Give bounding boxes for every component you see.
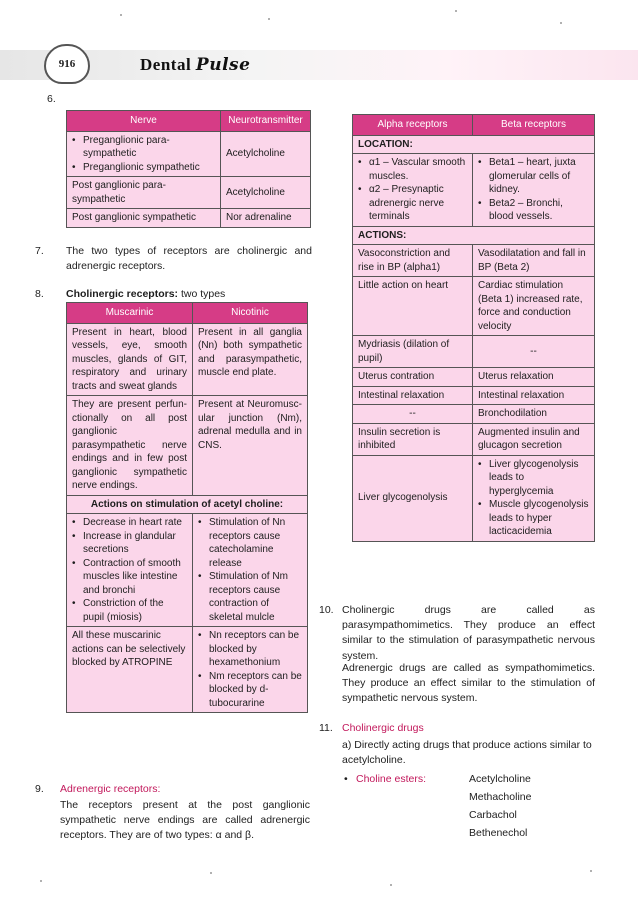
acetylcholine-actions-header: Actions on stimulation of acetyl choline: [67, 495, 308, 514]
page-number-badge [44, 44, 90, 84]
muscarinic-action-4: • Constriction of the pupil (miosis) [72, 597, 187, 624]
drug-methacholine: Methacholine [469, 791, 532, 803]
nicotinic-header: Nicotinic [193, 303, 308, 324]
nicotinic-actions-cell [193, 514, 308, 627]
alpha-header: Alpha receptors [353, 115, 473, 136]
nicotinic-endings: Present at Neuromusc-ular junction (Nm), adrenal medulla and in CNS. [193, 396, 308, 496]
choline-esters-label: • Choline esters: [344, 770, 469, 788]
item-11-title: Cholinergic drugs [342, 722, 424, 734]
action-beta-uterus: Uterus relaxation [473, 368, 595, 387]
action-beta-bronchodilation: Bronchodilation [473, 405, 595, 424]
preganglionic-symp-item: • Preganglionic sympathetic [72, 161, 215, 175]
nerve-header: Nerve [67, 111, 221, 132]
nicotinic-action-2: • Stimulation of Nm receptors cause contraction of skeletal mulcle [198, 570, 302, 624]
item-10-number: 10. [319, 604, 334, 616]
action-alpha-glycogenolysis: Liver glycogenolysis [353, 455, 473, 541]
nerve-neurotransmitter-table [66, 110, 311, 228]
scan-speck [268, 18, 270, 20]
postganglionic-para-nt: Acetylcholine [221, 177, 311, 209]
muscarinic-header: Muscarinic [67, 303, 193, 324]
actions-label: ACTIONS: [353, 226, 595, 245]
item-10-para-2: Adrenergic drugs are called as sympathomimetics. They produce an effect similar to the stimulation of sympathetic nervous system. [342, 662, 595, 705]
scan-speck [210, 872, 212, 874]
alpha-locations-cell [353, 154, 473, 227]
action-beta-cardiac: Cardiac stimulation (Beta 1) increased rate, force and conduction velocity [473, 277, 595, 336]
action-alpha-uterus: Uterus contration [353, 368, 473, 387]
alpha1-location: • α1 – Vascular smooth muscles. [358, 156, 467, 183]
item-8-title-suffix: two types [178, 288, 226, 300]
beta2-location: • Beta2 – Bronchi, blood vessels. [478, 197, 589, 224]
preganglionic-nt: Acetylcholine [221, 131, 311, 177]
drug-row [344, 824, 604, 842]
preganglionic-cell [67, 131, 221, 177]
item-9-title: Adrenergic receptors: [60, 783, 161, 795]
action-beta-intestine: Intestinal relaxation [473, 386, 595, 405]
scan-speck [40, 880, 42, 882]
cholinergic-receptor-table [66, 302, 308, 713]
muscarinic-action-3: • Contraction of smooth muscles like intestine and bronchi [72, 557, 187, 598]
action-alpha-bronchi-none: -- [353, 405, 473, 424]
item-7-text: The two types of receptors are cholinergic and adrenergic receptors. [66, 245, 312, 273]
drug-acetylcholine: Acetylcholine [469, 773, 531, 785]
muscarinic-location: Present in heart, blood vessels, eye, smooth muscles, glands of GIT, respiratory and urinary tracts and sweat glands [67, 323, 193, 396]
scan-speck [560, 22, 562, 24]
action-alpha-vasoconstriction: Vasoconstriction and rise in BP (alpha1) [353, 245, 473, 277]
action-beta-vasodilatation: Vasodilatation and fall in BP (Beta 2) [473, 245, 595, 277]
item-9-text: The receptors present at the post ganglionic sympathetic nerve endings are called adrenergic receptors. They are of two types: α and β. [60, 799, 310, 842]
action-beta-glycogenolysis-cell [473, 455, 595, 541]
item-11-sub-a: a) Directly acting drugs that produce actions similar to acetylcholine. [342, 739, 592, 767]
item-8-number: 8. [35, 288, 44, 300]
item-8-title: Cholinergic receptors: [66, 288, 179, 300]
brand-main: Dental [140, 55, 192, 74]
preganglionic-para-item: • Preganglionic para-sympathetic [72, 134, 215, 161]
postganglionic-symp-cell: Post ganglionic sympathetic [67, 209, 221, 228]
drug-row [344, 770, 604, 788]
nicotinic-block-cell [193, 627, 308, 713]
adrenergic-receptor-table [352, 114, 595, 542]
page-number: 916 [58, 57, 76, 70]
action-alpha-mydriasis: Mydriasis (dilation of pupil) [353, 336, 473, 368]
scan-speck [590, 870, 592, 872]
brand-script: Pulse [195, 55, 251, 75]
location-label: LOCATION: [353, 135, 595, 154]
choline-esters-list [344, 770, 604, 842]
alpha2-location: • α2 – Presynaptic adrenergic nerve terminals [358, 183, 467, 224]
atropine-block-cell: All these muscarinic actions can be selectively blocked by ATROPINE [67, 627, 193, 713]
drug-carbachol: Carbachol [469, 809, 517, 821]
action-alpha-insulin: Insulin secretion is inhibited [353, 423, 473, 455]
nn-block-item: • Nn receptors can be blocked by hexamethonium [198, 629, 302, 670]
action-alpha-heart: Little action on heart [353, 277, 473, 336]
muscarinic-actions-cell [67, 514, 193, 627]
beta-header: Beta receptors [473, 115, 595, 136]
postganglionic-symp-nt: Nor adrenaline [221, 209, 311, 228]
scan-speck [455, 10, 457, 12]
drug-row [344, 806, 604, 824]
nm-block-item: • Nm receptors can be blocked by d-tubocurarine [198, 670, 302, 711]
action-beta-mydriasis-none: -- [473, 336, 595, 368]
beta-locations-cell [473, 154, 595, 227]
item-8-heading [66, 287, 312, 302]
item-7-number: 7. [35, 245, 44, 257]
drug-bethenechol: Bethenechol [469, 827, 528, 839]
neurotransmitter-header: Neurotransmitter [221, 111, 311, 132]
action-alpha-intestine: Intestinal relaxation [353, 386, 473, 405]
muscarinic-action-1: • Decrease in heart rate [72, 516, 187, 530]
item-9-number: 9. [35, 783, 44, 795]
action-beta-insulin: Augmented insulin and glucagon secretion [473, 423, 595, 455]
drug-row [344, 788, 604, 806]
item-10-para-1: Cholinergic drugs are called as parasympathomimetics. They produce an effect similar to the stimulation of parasympathetic nervous system. [342, 604, 595, 662]
brand-title [140, 54, 250, 77]
beta-muscle-glycogenolysis: • Muscle glycogenolysis leads to hyper lacticacidemia [478, 498, 589, 539]
muscarinic-endings: They are present perfun-ctionally on all post ganglionic parasympathetic nerve endings and in few post ganglionic sympathetic nerve endings. [67, 396, 193, 496]
nicotinic-location: Present in all ganglia (Nn) both sympathetic and parasympathetic, muscle end plate. [193, 323, 308, 396]
beta-liver-glycogenolysis: • Liver glycogenolysis leads to hyperglycemia [478, 458, 589, 499]
page-header [0, 42, 638, 82]
header-band [0, 50, 638, 80]
scan-speck [120, 14, 122, 16]
nicotinic-action-1: • Stimulation of Nn receptors cause catecholamine release [198, 516, 302, 570]
postganglionic-para-cell: Post ganglionic para-sympathetic [67, 177, 221, 209]
scan-speck [390, 884, 392, 886]
item-6-number: 6. [47, 93, 56, 105]
item-11-number: 11. [319, 722, 333, 734]
muscarinic-action-2: • Increase in glandular secretions [72, 530, 187, 557]
beta1-location: • Beta1 – heart, juxta glomerular cells of kidney. [478, 156, 589, 197]
